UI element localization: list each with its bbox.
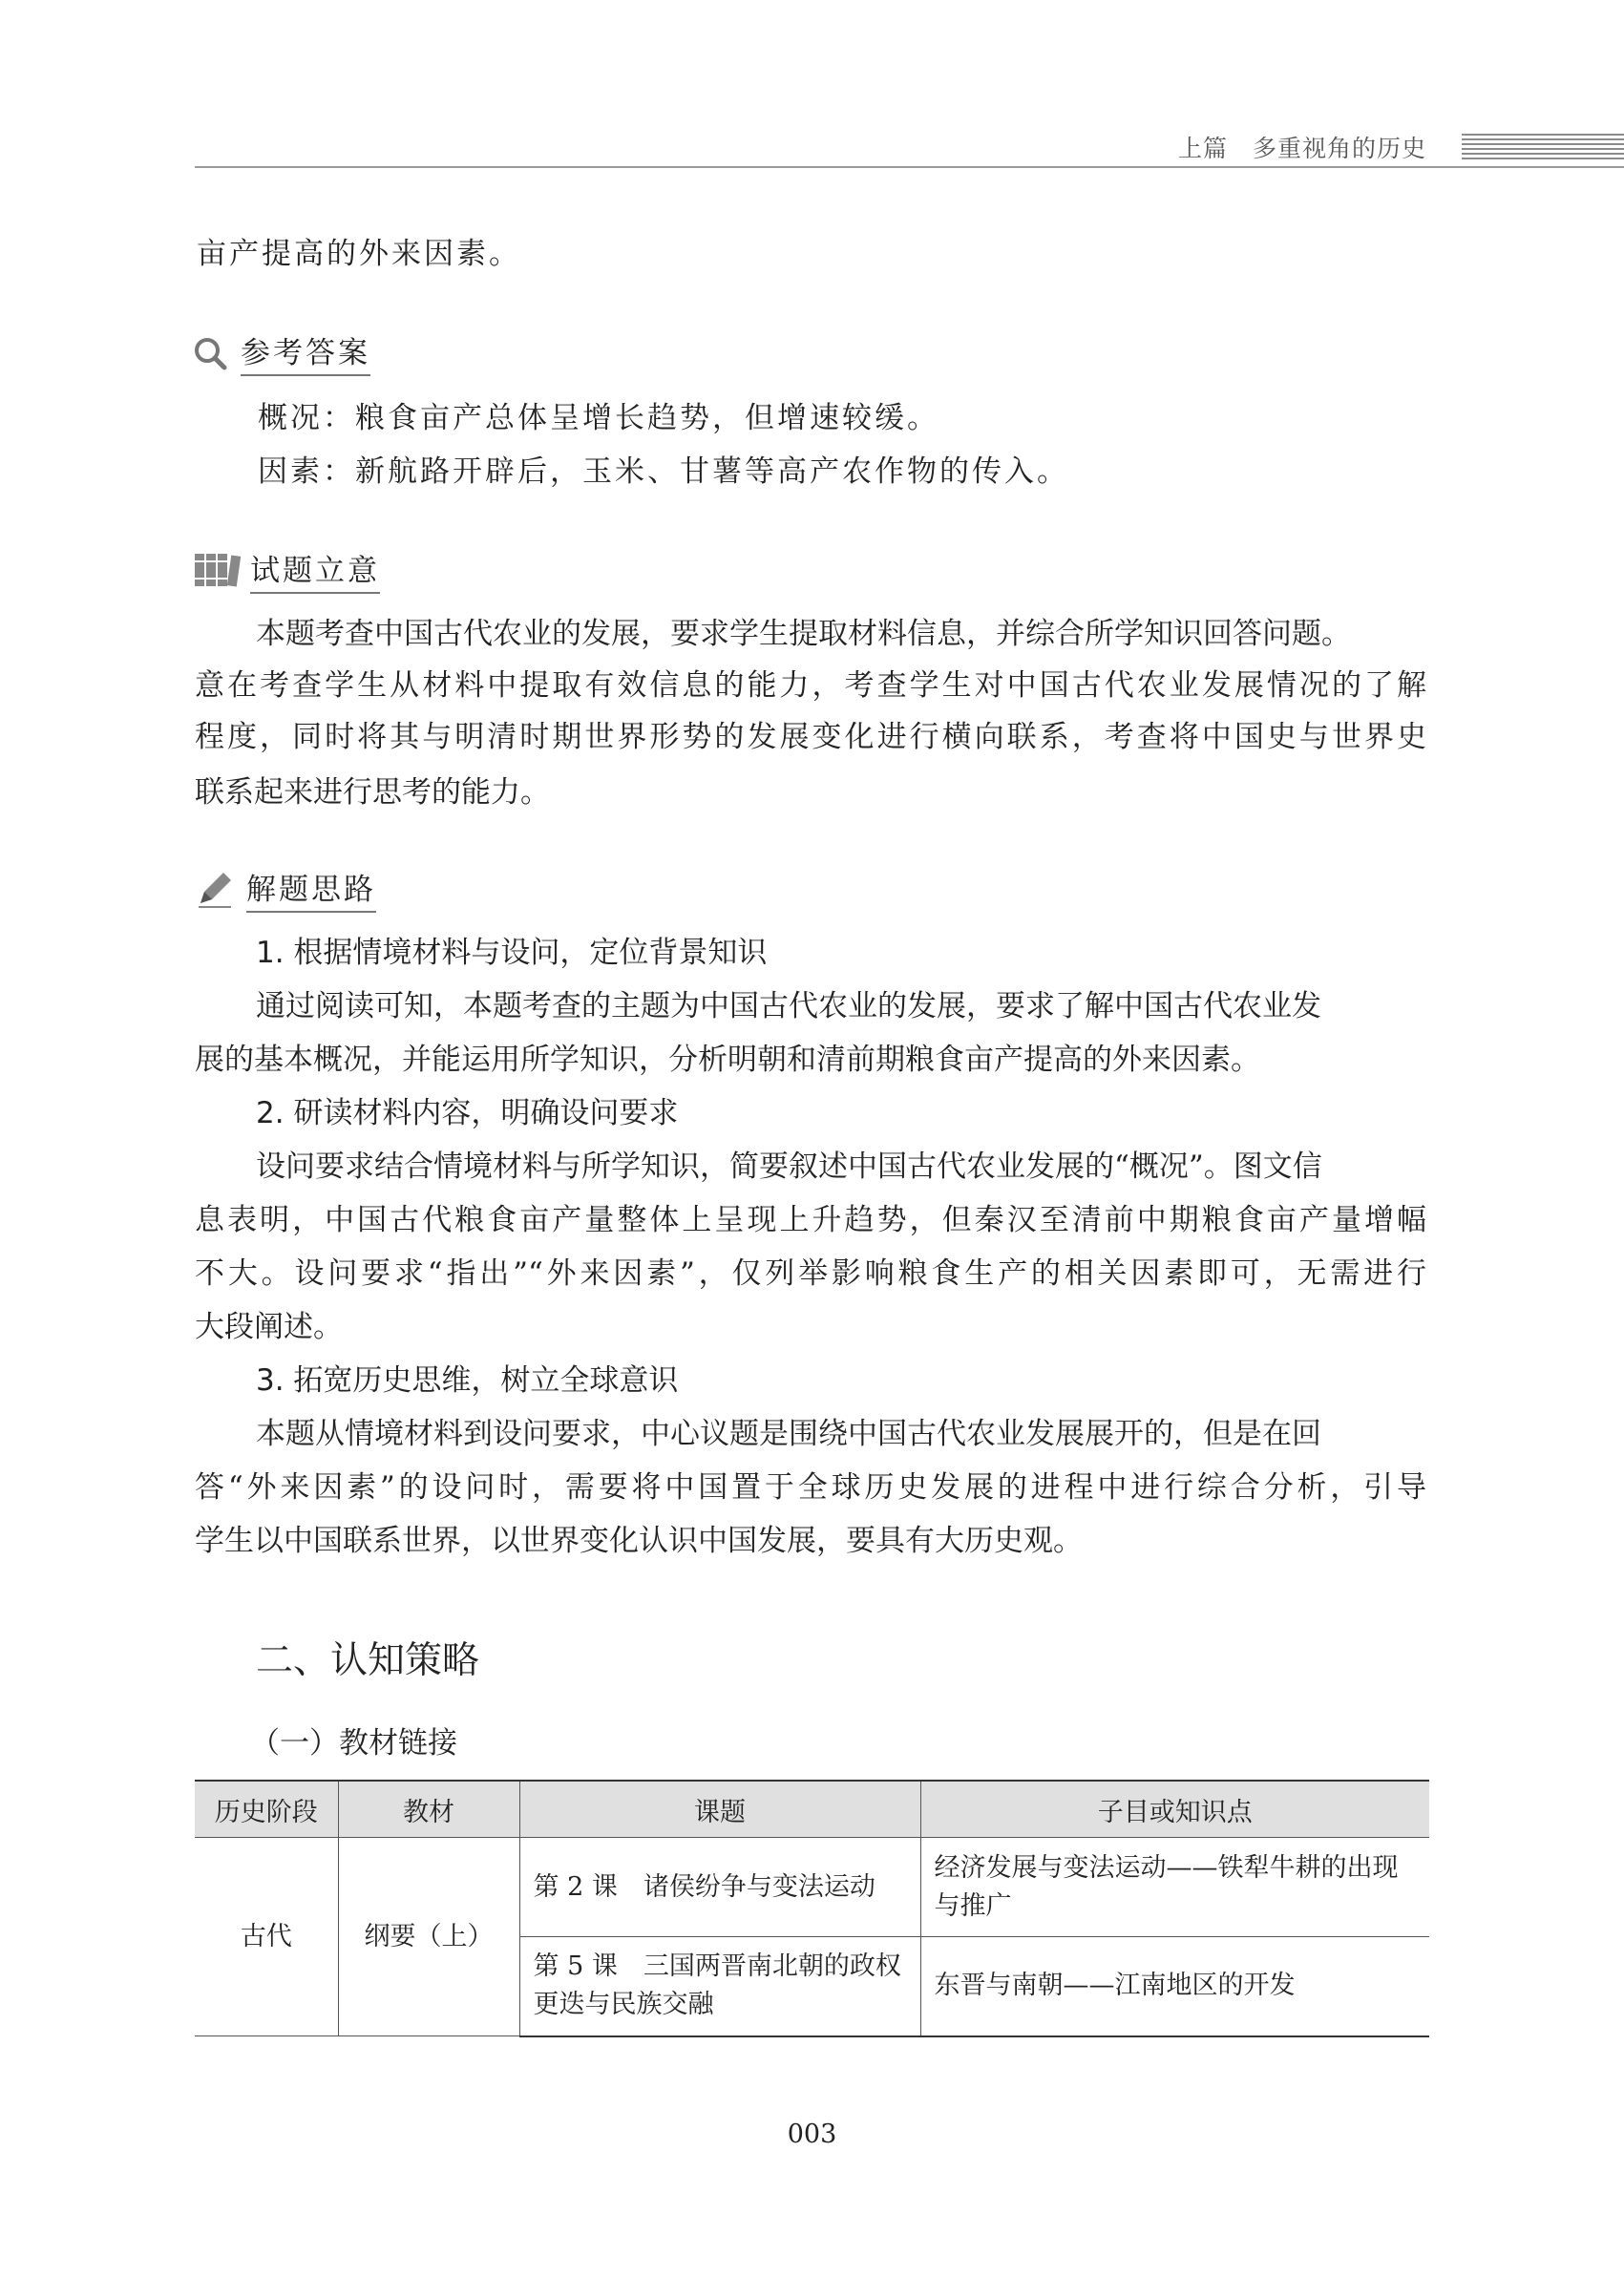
table-header-stage: 历史阶段 [195,1781,338,1838]
points-line: 东晋与南朝——江南地区的开发 [934,1971,1296,2001]
table-cell-points [920,1937,1429,2036]
section2-title: 二、认知策略 [256,1639,480,1682]
answer-line-1: 概况：粮食亩产总体呈增长趋势，但增速较缓。 [258,401,939,435]
lesson-line: 第 5 课 三国两晋南北朝的政权 [533,1951,901,1982]
answer-line-2: 因素：新航路开辟后，玉米、甘薯等高产农作物的传入。 [258,454,1069,489]
textbook-link-table [195,1780,1429,2037]
table-cell-points [920,1838,1429,1937]
intro-line: 亩产提高的外来因素。 [197,237,521,271]
magnifier-icon [193,336,227,370]
thinking-step3-heading: 3. 拓宽历史思维，树立全球意识 [256,1363,679,1398]
books-icon [193,552,244,590]
thinking-step3-line-3: 学生以中国联系世界，以世界变化认识中国发展，要具有大历史观。 [195,1524,1083,1558]
answer-section-title: 参考答案 [241,334,370,376]
thinking-step1-line-1: 通过阅读可知，本题考查的主题为中国古代农业的发展，要求了解中国古代农业发 [256,989,1321,1023]
points-line: 与推广 [934,1890,1012,1921]
intent-line-1: 本题考查中国古代农业的发展，要求学生提取材料信息，并综合所学知识回答问题。 [256,617,1351,651]
table-header-row [195,1781,1429,1838]
points-line: 经济发展与变法运动——铁犁牛耕的出现 [934,1852,1399,1883]
thinking-step3-line-2: 答“外来因素”的设问时，需要将中国置于全球历史发展的进程中进行综合分析，引导 [195,1470,1426,1505]
intent-section-title: 试题立意 [250,552,380,594]
header-stripes-decoration [1462,134,1624,162]
thinking-section-title: 解题思路 [246,871,376,913]
intent-line-2: 意在考查学生从材料中提取有效信息的能力，考查学生对中国古代农业发展情况的了解 [195,668,1426,703]
pen-icon [195,869,235,909]
thinking-step2-heading: 2. 研读材料内容，明确设问要求 [256,1096,679,1130]
table-cell-stage: 古代 [195,1838,338,2036]
thinking-step1-line-2: 展的基本概况，并能运用所学知识，分析明朝和清前期粮食亩产提高的外来因素。 [195,1043,1260,1077]
intent-line-3: 程度，同时将其与明清时期世界形势的发展变化进行横向联系，考查将中国史与世界史 [195,720,1426,754]
thinking-step2-line-3: 不大。设问要求“指出”“外来因素”，仅列举影响粮食生产的相关因素即可，无需进行 [195,1256,1426,1291]
page-header [195,122,1624,168]
intent-line-4: 联系起来进行思考的能力。 [195,775,550,810]
page-number: 003 [787,2120,837,2149]
lesson-line: 第 2 课 诸侯纷争与变法运动 [533,1871,875,1902]
table-cell-textbook: 纲要（上） [338,1838,519,2036]
thinking-step3-line-1: 本题从情境材料到设问要求，中心议题是围绕中国古代农业发展展开的，但是在回 [256,1417,1321,1451]
header-title: 上篇 多重视角的历史 [1177,135,1426,162]
table-header-lesson: 课题 [519,1781,920,1838]
table-cell-lesson [519,1937,920,2036]
thinking-step1-heading: 1. 根据情境材料与设问，定位背景知识 [256,936,768,970]
table-cell-lesson [519,1838,920,1937]
table-header-points: 子目或知识点 [920,1781,1429,1838]
table-row [195,1838,1429,1937]
table-header-textbook: 教材 [338,1781,519,1838]
lesson-line: 更迭与民族交融 [533,1990,714,2020]
thinking-step2-line-2: 息表明，中国古代粮食亩产量整体上呈现上升趋势，但秦汉至清前中期粮食亩产量增幅 [195,1203,1426,1237]
section2-subtitle: （一）教材链接 [250,1726,457,1761]
thinking-step2-line-4: 大段阐述。 [195,1310,343,1344]
thinking-step2-line-1: 设问要求结合情境材料与所学知识，简要叙述中国古代农业发展的“概况”。图文信 [256,1150,1322,1184]
